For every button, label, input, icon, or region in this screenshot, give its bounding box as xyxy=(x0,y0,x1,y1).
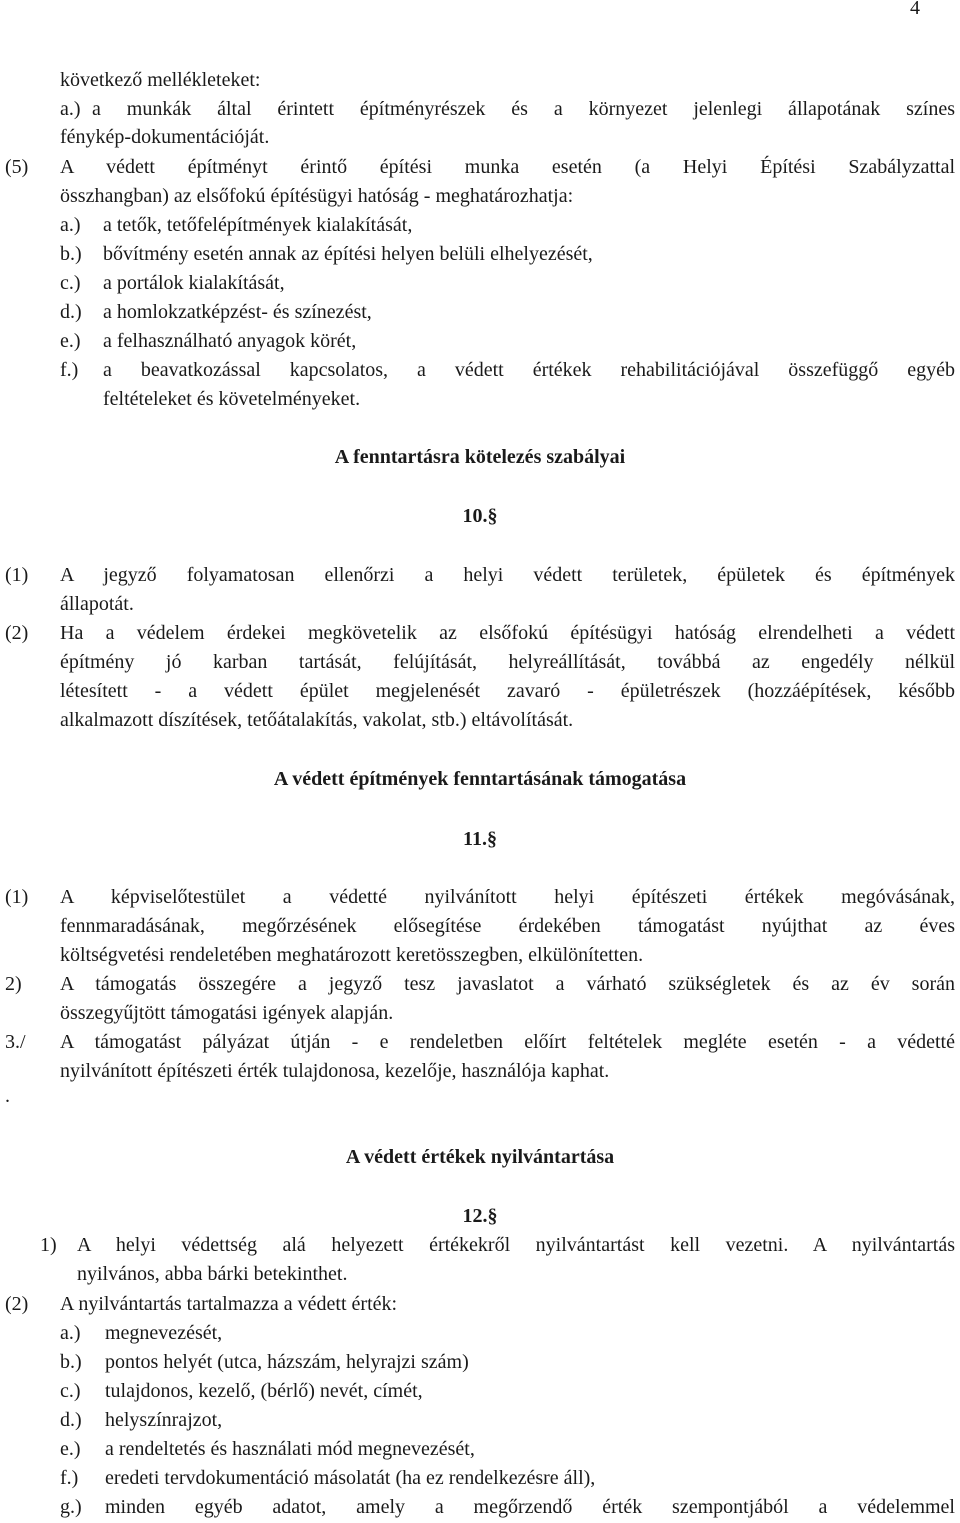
list-item-text: pontos helyét (utca, házszám, helyrajzi szám) xyxy=(105,1351,469,1373)
list-item-text: a portálok kialakítását, xyxy=(103,272,285,294)
list-label: b.) xyxy=(60,1351,82,1373)
intro-line: következő mellékleteket: xyxy=(60,69,261,91)
paragraph-text: A képviselőtestület a védetté nyilvánított helyi építészeti értékek megóvásának, xyxy=(60,886,955,908)
paragraph-label: 2) xyxy=(5,973,22,995)
paragraph-text: nyilvánított építészeti érték tulajdonosa, kezelője, használója kaphat. xyxy=(60,1060,610,1082)
paragraph-text: A nyilvántartás tartalmazza a védett érték: xyxy=(60,1293,398,1315)
list-item-text: minden egyéb adatot, amely a megőrzendő érték szempontjából a védelemmel xyxy=(105,1496,955,1518)
paragraph-label: 3./ xyxy=(5,1031,26,1053)
list-item-text: helyszínrajzot, xyxy=(105,1409,223,1431)
section-number: 12.§ xyxy=(462,1205,498,1227)
paragraph-text: összhangban) az elsőfokú építésügyi hatóság - meghatározhatja: xyxy=(60,185,574,207)
list-item-text: a homlokzatképzést- és színezést, xyxy=(103,301,372,323)
list-label: d.) xyxy=(60,1409,82,1431)
list-item-text: a felhasználható anyagok körét, xyxy=(103,330,357,352)
list-label: c.) xyxy=(60,1380,81,1402)
list-item-text: feltételeket és követelményeket. xyxy=(103,388,361,410)
paragraph-text: összegyűjtött támogatási igények alapján. xyxy=(60,1002,394,1024)
paragraph-text: A jegyző folyamatosan ellenőrzi a helyi védett területek, épületek és építmények xyxy=(60,564,955,586)
list-label: g.) xyxy=(60,1496,82,1518)
paragraph-text: építmény jó karban tartását, felújítását, helyreállítását, továbbá az engedély nélkül xyxy=(60,651,955,673)
paragraph-text: alkalmazott díszítések, tetőátalakítás, vakolat, stb.) eltávolítását. xyxy=(60,709,574,731)
list-label: b.) xyxy=(60,243,82,265)
list-label: f.) xyxy=(60,359,79,381)
paragraph-text: A védett építményt érintő építési munka esetén (a Helyi Építési Szabályzattal xyxy=(60,156,955,178)
paragraph-text: A támogatás összegére a jegyző tesz javaslatot a várható szükségletek és az év során xyxy=(60,973,955,995)
section-heading: A fenntartásra kötelezés szabályai xyxy=(334,446,626,468)
list-label: d.) xyxy=(60,301,82,323)
list-item-text: a rendeltetés és használati mód megnevezését, xyxy=(105,1438,475,1460)
list-label: e.) xyxy=(60,330,81,352)
section-number: 11.§ xyxy=(463,828,497,850)
paragraph-label: (1) xyxy=(5,564,29,586)
paragraph-label: (1) xyxy=(5,886,29,908)
list-label: e.) xyxy=(60,1438,81,1460)
paragraph-label: (2) xyxy=(5,1293,29,1315)
section-number: 10.§ xyxy=(462,505,498,527)
paragraph-label: (5) xyxy=(5,156,29,178)
list-item-text: megnevezését, xyxy=(105,1322,223,1344)
list-label: f.) xyxy=(60,1467,79,1489)
paragraph-text: nyilvános, abba bárki betekinthet. xyxy=(77,1263,348,1285)
paragraph-text: fennmaradásának, megőrzésének elősegítése érdekében támogatást nyújthat az éves xyxy=(60,915,955,937)
paragraph-text: állapotát. xyxy=(60,593,134,615)
list-item-text: a tetők, tetőfelépítmények kialakítását, xyxy=(103,214,413,236)
page-number: 4 xyxy=(910,0,920,19)
list-label: a.) xyxy=(60,214,81,236)
list-item-text: a beavatkozással kapcsolatos, a védett értékek rehabilitációjával összefüggő egyéb xyxy=(103,359,955,381)
list-label: c.) xyxy=(60,272,81,294)
list-label: a.) xyxy=(60,1322,81,1344)
paragraph-text: Ha a védelem érdekei megkövetelik az elsőfokú építésügyi hatóság elrendelheti a védett xyxy=(60,622,955,644)
paragraph-label: 1) xyxy=(40,1234,57,1256)
paragraph-label: (2) xyxy=(5,622,29,644)
list-item-text: eredeti tervdokumentáció másolatát (ha ez rendelkezésre áll), xyxy=(105,1467,596,1489)
paragraph-text: költségvetési rendeletében meghatározott keretösszegben, elkülönítetten. xyxy=(60,944,644,966)
list-item-text: fénykép-dokumentációját. xyxy=(60,126,270,148)
list-label: a.) xyxy=(60,98,81,120)
list-item-text: tulajdonos, kezelő, (bérlő) nevét, címét, xyxy=(105,1380,423,1402)
stray-dot: . xyxy=(5,1085,10,1107)
paragraph-text: A helyi védettség alá helyezett értékekről nyilvántartást kell vezetni. A nyilvántartás xyxy=(77,1234,955,1256)
list-item-text: bővítmény esetén annak az építési helyen belüli elhelyezését, xyxy=(103,243,593,265)
paragraph-text: A támogatást pályázat útján - e rendeletben előírt feltételek megléte esetén - a védetté xyxy=(60,1031,955,1053)
section-heading: A védett építmények fenntartásának támogatása xyxy=(273,768,687,790)
paragraph-text: létesített - a védett épület megjelenését zavaró - épületrészek (hozzáépítések, később xyxy=(60,680,955,702)
section-heading: A védett értékek nyilvántartása xyxy=(345,1146,615,1168)
list-item-text: a munkák által érintett építményrészek és a környezet jelenlegi állapotának színes xyxy=(92,98,955,120)
